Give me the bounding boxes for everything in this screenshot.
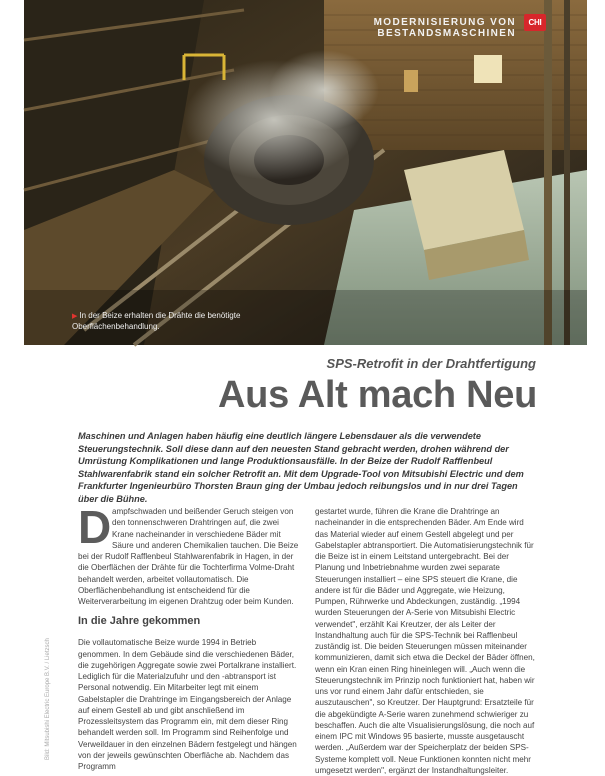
article-paragraph-1 [78, 501, 300, 607]
article-column-left [78, 501, 300, 772]
article-kicker: SPS-Retrofit in der Drahtfertigung [326, 356, 536, 371]
photo-caption-text: In der Beize erhalten die Drähte die benötigte Oberflächenbehandlung. [72, 311, 241, 331]
dropcap: D [78, 501, 112, 553]
article-subheading: In die Jahre gekommen [78, 615, 201, 628]
article-column-right [315, 506, 538, 776]
photo-caption [72, 311, 272, 332]
article-lead: Maschinen und Anlagen haben häufig eine deutlich längere Lebensdauer als die verwendete Steuerungstechnik. Soll diese dann auf den neuesten Stand gebracht werden, drohen während der Umrüstung Komplikationen und lange Produktionsausfälle. In der Beize der Rudolf Rafflenbeul Stahlwarenfabrik stand ein solcher Retrofit an. Mit dem Upgrade-Tool von Mitsubishi Electric und dem Frankfurter Ingenieurbüro Thorsten Braun ging der Umbau jedoch reibungslos und in nur drei Tagen über die Bühne. [78, 431, 524, 504]
article-paragraph-3: gestartet wurde, führen die Krane die Drahtringe an nacheinander in die entsprechenden Bäder. Am Ende wird das Material wieder auf einem Gestell abgelegt und per Gabelstapler abtransportiert. Die Automatisierungstechnik für die Beize ist in einem Leitstand untergebracht. Bei der Planung und Inbetriebnahme wurden zwei separate Steuerungen installiert – eine SPS steuert die Krane, die andere ist für die Bäder und Aggregate, wie Heizung, Pumpen, Rührwerke und Abdeckungen, zuständig. „1994 wurden Steuerungen der A-Serie von Mitsubishi Electric verwendet", erzählt Kai Kreutzer, der als Leiter der Instandhaltung auch für die SPS-Technik bei Rafflenbeul zuständig ist. Die beiden Steuerungen müssen miteinander kommunizieren, damit sich etwa die Deckel der Bäder öffnen, wenn ein Kran einen Ring hineinlegen will. „Auch wenn die Steuerungstechnik im Prinzip noch funktioniert hat, haben wir uns vor rund einem Jahr dafür entschieden, sie auszutauschen", so Kreutzer. Der Hauptgrund: Ersatzteile für die abgekündigte A-Serie waren zunehmend schwieriger zu beschaffen. Auch die alte Visualisierungslösung, die noch auf einem IPC mit Windows 95 basierte, musste ausgetauscht werden. „Außerdem war der Speicherplatz der beiden SPS-Systeme komplett voll. Neue Funktionen konnten nicht mehr umgesetzt werden", ergänzt der Instandhaltungsleiter. [315, 507, 535, 775]
paragraph-1-text: ampfschwaden und beißender Geruch steigen von den tonnenschweren Drahtringen auf, die zwei Krane nacheinander in verschiedene Bäder mit Säure und anderen Chemikalien tauchen. Die Beize bei der Rudolf Rafflenbeul Stahlwarenfabrik in Hagen, in der die Oberflächen der Drähte für die Tochterfirma Volme-Draht behandelt werden, arbeitet vollautomatisch. Die Oberflächenbehandlung ist entscheidend für die Weiterverarbeitung im eigenen Drahtzug oder beim Kunden. [78, 507, 299, 606]
hero-photo [24, 0, 587, 345]
article-paragraph-2: Die vollautomatische Beize wurde 1994 in Betrieb genommen. In dem Gebäude sind die verschiedenen Bäder, die zugehörigen Aggregate sowie zwei Portalkrane installiert. Lediglich für die Materialzufuhr und den -abtransport ist Personal notwendig. Ein Mitarbeiter legt mit einem Gabelstapler die Drahtringe im Eingangsbereich der Anlage auf einem Gestell ab und gibt anschließend im Prozessleitsystem das Programm ein, mit dem dieser Ring behandelt werden soll. Im Programm sind Reihenfolge und Verweildauer in den einzelnen Bädern festgelegt und hängen von der jeweils gewünschten Oberfläche ab. Nachdem das Programm [78, 638, 297, 771]
section-title: MODERNISIERUNG VON BESTANDSMASCHINEN [373, 17, 516, 39]
article-headline: Aus Alt mach Neu [218, 374, 537, 416]
image-credit: Bild: Mitsubishi Electric Europe B.V. / Lietzsch [45, 638, 51, 760]
pickling-plant-image [24, 0, 587, 345]
magazine-logo: CHI [524, 14, 546, 31]
caption-arrow-icon: ▶ [72, 313, 78, 320]
